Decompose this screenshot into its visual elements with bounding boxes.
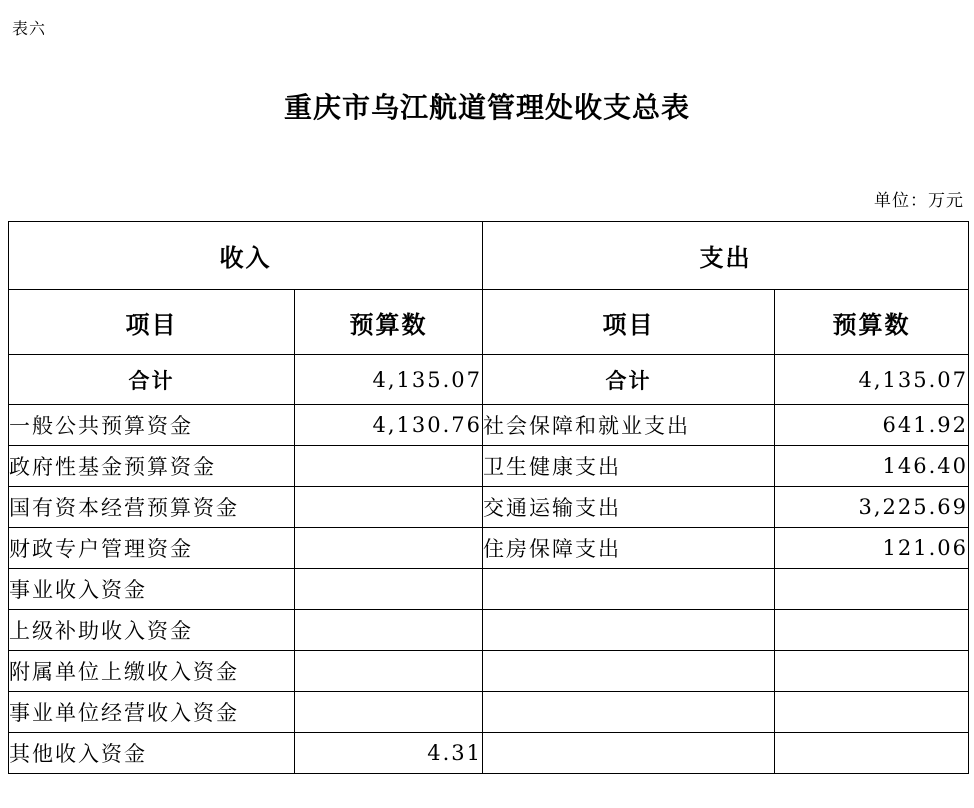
expense-item: 交通运输支出 xyxy=(483,487,775,528)
table-label: 表六 xyxy=(12,19,47,38)
table-row xyxy=(9,610,969,651)
expense-total-label: 合计 xyxy=(483,355,775,405)
expense-item xyxy=(483,651,775,692)
income-amount-column-header: 预算数 xyxy=(295,290,483,355)
table-row xyxy=(9,405,969,446)
income-item: 附属单位上缴收入资金 xyxy=(9,651,295,692)
expense-item xyxy=(483,610,775,651)
section-header-row xyxy=(9,222,969,290)
expense-value: 146.40 xyxy=(775,446,969,487)
income-section-header: 收入 xyxy=(9,222,483,290)
total-row xyxy=(9,355,969,405)
expense-value xyxy=(775,610,969,651)
expense-value xyxy=(775,692,969,733)
income-value xyxy=(295,692,483,733)
income-item-column-header: 项目 xyxy=(9,290,295,355)
income-total-value: 4,135.07 xyxy=(295,355,483,405)
income-item: 事业收入资金 xyxy=(9,569,295,610)
income-value xyxy=(295,528,483,569)
income-value xyxy=(295,446,483,487)
expense-item-column-header: 项目 xyxy=(483,290,775,355)
expense-value xyxy=(775,651,969,692)
budget-table-body xyxy=(9,222,969,774)
expense-value: 3,225.69 xyxy=(775,487,969,528)
income-item: 国有资本经营预算资金 xyxy=(9,487,295,528)
expense-section-header: 支出 xyxy=(483,222,969,290)
income-value: 4.31 xyxy=(295,733,483,774)
income-item: 事业单位经营收入资金 xyxy=(9,692,295,733)
table-row xyxy=(9,651,969,692)
income-value xyxy=(295,569,483,610)
expense-value xyxy=(775,733,969,774)
income-item: 政府性基金预算资金 xyxy=(9,446,295,487)
expense-value xyxy=(775,569,969,610)
page-title: 重庆市乌江航道管理处收支总表 xyxy=(283,91,690,124)
expense-item xyxy=(483,569,775,610)
income-value xyxy=(295,610,483,651)
expense-item xyxy=(483,692,775,733)
unit-note: 单位：万元 xyxy=(874,191,964,211)
expense-item: 住房保障支出 xyxy=(483,528,775,569)
income-value: 4,130.76 xyxy=(295,405,483,446)
expense-item xyxy=(483,733,775,774)
income-total-label: 合计 xyxy=(9,355,295,405)
table-row xyxy=(9,733,969,774)
table-row xyxy=(9,487,969,528)
expense-total-value: 4,135.07 xyxy=(775,355,969,405)
income-item: 一般公共预算资金 xyxy=(9,405,295,446)
table-row xyxy=(9,528,969,569)
income-item: 其他收入资金 xyxy=(9,733,295,774)
table-row xyxy=(9,692,969,733)
table-row xyxy=(9,446,969,487)
column-header-row xyxy=(9,290,969,355)
income-value xyxy=(295,487,483,528)
expense-item: 卫生健康支出 xyxy=(483,446,775,487)
income-item: 财政专户管理资金 xyxy=(9,528,295,569)
table-row xyxy=(9,569,969,610)
income-value xyxy=(295,651,483,692)
expense-value: 641.92 xyxy=(775,405,969,446)
expense-amount-column-header: 预算数 xyxy=(775,290,969,355)
budget-table xyxy=(8,221,969,774)
expense-value: 121.06 xyxy=(775,528,969,569)
expense-item: 社会保障和就业支出 xyxy=(483,405,775,446)
income-item: 上级补助收入资金 xyxy=(9,610,295,651)
